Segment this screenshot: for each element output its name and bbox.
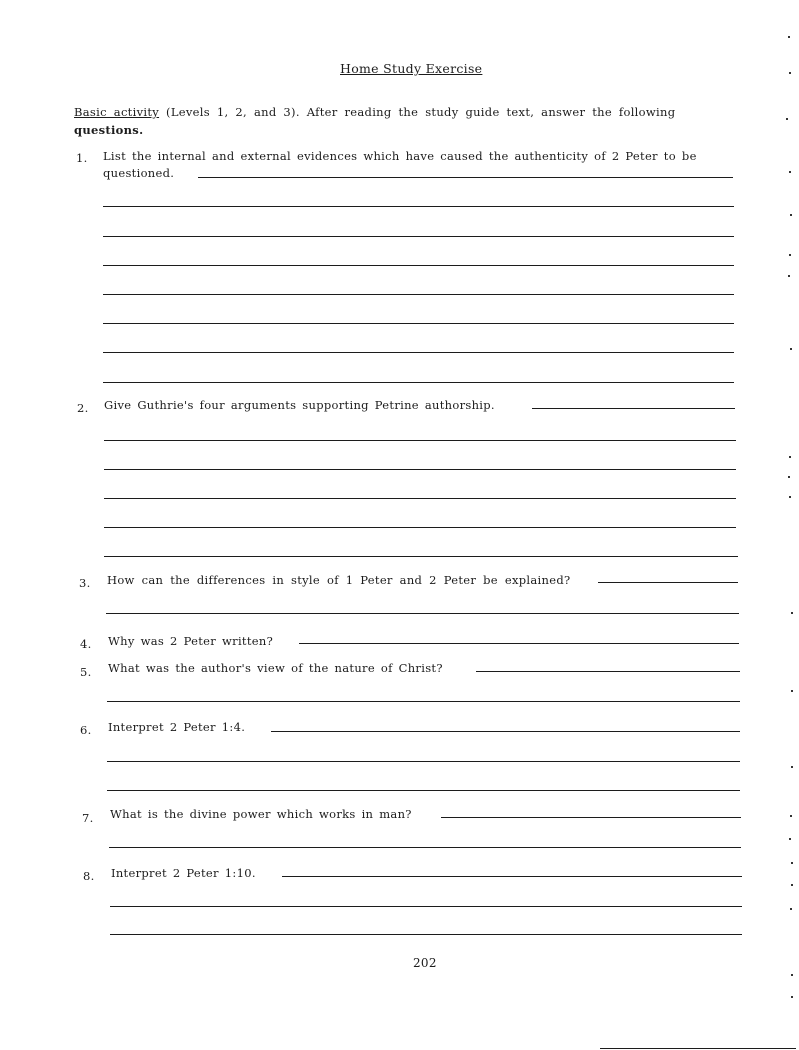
answer-line[interactable] <box>104 440 736 441</box>
intro-continuation: questions. <box>74 123 144 137</box>
answer-line[interactable] <box>107 790 740 791</box>
answer-line[interactable] <box>104 556 738 557</box>
answer-line[interactable] <box>103 265 734 266</box>
answer-line[interactable] <box>598 582 738 583</box>
scan-speck <box>791 996 793 998</box>
scan-speck <box>790 908 792 910</box>
answer-line[interactable] <box>109 847 741 848</box>
answer-line[interactable] <box>198 177 733 178</box>
question-6-number: 6. <box>80 723 92 737</box>
question-1-number: 1. <box>76 151 88 165</box>
question-5-text: What was the author's view of the nature of Christ? <box>108 661 443 675</box>
answer-line[interactable] <box>103 352 734 353</box>
question-6-text: Interpret 2 Peter 1:4. <box>108 720 246 734</box>
scan-speck <box>790 348 792 350</box>
answer-line[interactable] <box>104 498 736 499</box>
footer-rule <box>600 1048 796 1049</box>
answer-line[interactable] <box>104 527 736 528</box>
question-4-number: 4. <box>80 637 92 651</box>
question-8-number: 8. <box>83 869 95 883</box>
scan-speck <box>789 496 791 498</box>
scan-speck <box>791 974 793 976</box>
answer-line[interactable] <box>271 731 740 732</box>
answer-line[interactable] <box>107 761 740 762</box>
scan-speck <box>790 815 792 817</box>
scan-speck <box>791 862 793 864</box>
question-7-number: 7. <box>82 811 94 825</box>
answer-line[interactable] <box>476 671 740 672</box>
scan-speck <box>789 838 791 840</box>
scan-speck <box>789 254 791 256</box>
answer-line[interactable] <box>299 643 739 644</box>
answer-line[interactable] <box>532 408 735 409</box>
scan-speck <box>789 72 791 74</box>
answer-line[interactable] <box>441 817 741 818</box>
answer-line[interactable] <box>103 236 734 237</box>
scan-speck <box>788 476 790 478</box>
question-1-text-cont: questioned. <box>103 166 175 180</box>
answer-line[interactable] <box>103 206 734 207</box>
answer-line[interactable] <box>103 382 734 383</box>
scan-speck <box>791 612 793 614</box>
question-2-number: 2. <box>77 401 89 415</box>
question-1-text: List the internal and external evidences which have caused the authenticity of 2 Peter to be <box>103 149 697 163</box>
question-4-text: Why was 2 Peter written? <box>108 634 274 648</box>
answer-line[interactable] <box>110 906 742 907</box>
scan-speck <box>788 275 790 277</box>
intro-heading: Basic activity <box>74 105 160 119</box>
answer-line[interactable] <box>110 934 742 935</box>
question-8-text: Interpret 2 Peter 1:10. <box>111 866 256 880</box>
scan-speck <box>788 36 790 38</box>
answer-line[interactable] <box>103 294 734 295</box>
scan-speck <box>791 766 793 768</box>
scan-speck <box>789 456 791 458</box>
answer-line[interactable] <box>103 323 734 324</box>
scan-speck <box>790 214 792 216</box>
question-7-text: What is the divine power which works in man? <box>110 807 412 821</box>
page-number: 202 <box>413 956 437 970</box>
question-2-text: Give Guthrie's four arguments supporting Petrine authorship. <box>104 398 495 412</box>
scan-speck <box>789 171 791 173</box>
answer-line[interactable] <box>107 701 740 702</box>
intro-line <box>74 105 675 119</box>
intro-text: (Levels 1, 2, and 3). After reading the study guide text, answer the following <box>159 105 676 119</box>
answer-line[interactable] <box>282 876 742 877</box>
page-title: Home Study Exercise <box>340 61 483 76</box>
scan-speck <box>791 884 793 886</box>
question-5-number: 5. <box>80 665 92 679</box>
answer-line[interactable] <box>106 613 739 614</box>
question-3-number: 3. <box>79 576 91 590</box>
answer-line[interactable] <box>104 469 736 470</box>
question-3-text: How can the differences in style of 1 Peter and 2 Peter be explained? <box>107 573 571 587</box>
scan-speck <box>791 690 793 692</box>
scan-speck <box>786 118 788 120</box>
